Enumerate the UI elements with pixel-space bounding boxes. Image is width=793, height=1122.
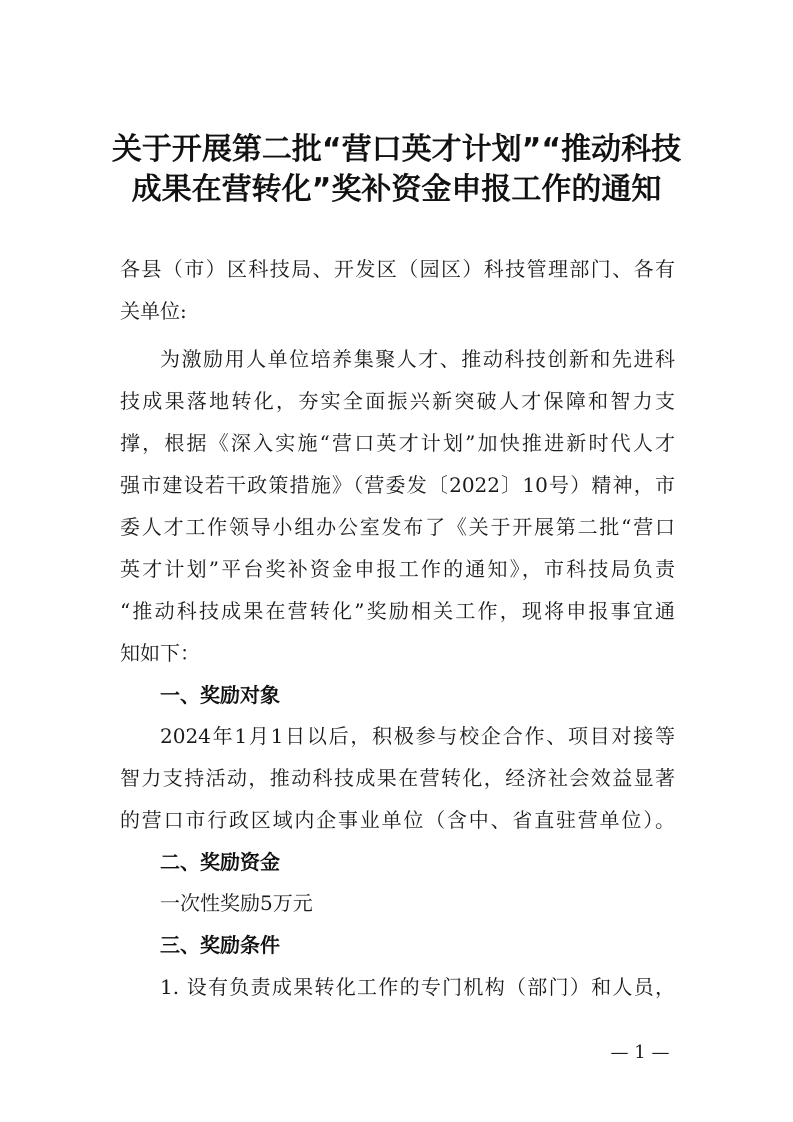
document-title-line-2: 成果在营转化”奖补资金申报工作的通知 [131, 172, 662, 207]
section1-line: 的营口市行政区域内企事业单位（含中、省直驻营单位）。 [120, 808, 675, 832]
section3-item-1: 1. 设有负责成果转化工作的专门机构（部门）和人员， [160, 975, 675, 999]
section2-line: 一次性奖励5万元 [160, 891, 313, 915]
intro-line: 英才计划”平台奖补资金申报工作的通知》，市科技局负责 [120, 557, 675, 581]
document-title-line-1: 关于开展第二批“营口英才计划”“推动科技 [111, 132, 682, 167]
intro-line: 强市建设若干政策措施》（营委发〔2022〕10号）精神，市 [120, 473, 675, 497]
intro-line: 为激励用人单位培养集聚人才、推动科技创新和先进科 [160, 347, 675, 371]
intro-line: 撑，根据《深入实施“营口英才计划”加快推进新时代人才 [120, 431, 675, 455]
salutation-line-2: 关单位: [120, 299, 187, 323]
page-number: — 1 — [610, 1042, 670, 1063]
intro-line: “推动科技成果在营转化”奖励相关工作，现将申报事宜通 [120, 599, 675, 623]
section1-line: 2024年1月1日以后，积极参与校企合作、项目对接等 [160, 724, 675, 748]
section-heading-award-funds: 二、奖励资金 [160, 850, 280, 874]
intro-line: 知如下： [120, 641, 200, 665]
intro-line: 技成果落地转化，夯实全面振兴新突破人才保障和智力支 [120, 389, 675, 413]
section-heading-award-target: 一、奖励对象 [160, 683, 280, 707]
intro-line: 委人才工作领导小组办公室发布了《关于开展第二批“营口 [120, 515, 675, 539]
section1-line: 智力支持活动，推动科技成果在营转化，经济社会效益显著 [120, 766, 675, 790]
salutation-line-1: 各县（市）区科技局、开发区（园区）科技管理部门、各有 [120, 257, 675, 281]
section-heading-award-conditions: 三、奖励条件 [160, 933, 280, 957]
